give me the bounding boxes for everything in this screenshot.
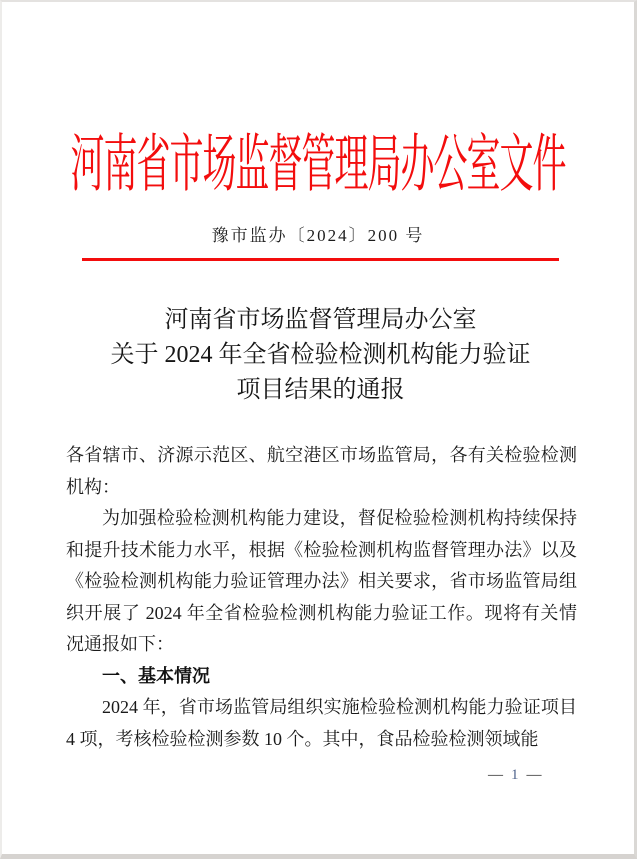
paragraph-2: 2024 年，省市场监管局组织实施检验检测机构能力验证项目 4 项，考核检验检测参数 10 个。其中，食品检验检测领域能 [66,697,577,749]
salutation: 各省辖市、济源示范区、航空港区市场监管局，各有关检验检测机构： [66,445,577,497]
letterhead-org-title: 河南省市场监督管理局办公室文件 [70,131,566,201]
letterhead [2,130,634,204]
page-number [488,767,542,784]
document-title-line-1: 河南省市场监督管理局办公室 [164,307,477,333]
paragraph-1: 为加强检验检测机构能力建设，督促检验检测机构持续保持和提升技术能力水平，根据《检验检测机构监督管理办法》以及《检验检测机构能力验证管理办法》相关要求，省市场监管局组织开展了 2024 年全省检验检测机构能力验证工作。现将有关情况通报如下： [66,508,577,654]
page-number-dash-right: — [526,767,542,783]
document-title [42,303,599,408]
page-number-value: 1 [511,767,519,783]
document-number: 豫市监办〔2024〕200 号 [211,226,425,245]
document-title-line-3: 项目结果的通报 [236,377,405,403]
document-body [66,440,577,755]
page-number-dash-left: — [488,767,503,783]
section-heading-1: 一、基本情况 [102,665,210,686]
document-title-line-2: 关于 2024 年全省检验检测机构能力验证 [110,342,531,368]
red-separator-line [82,258,559,261]
